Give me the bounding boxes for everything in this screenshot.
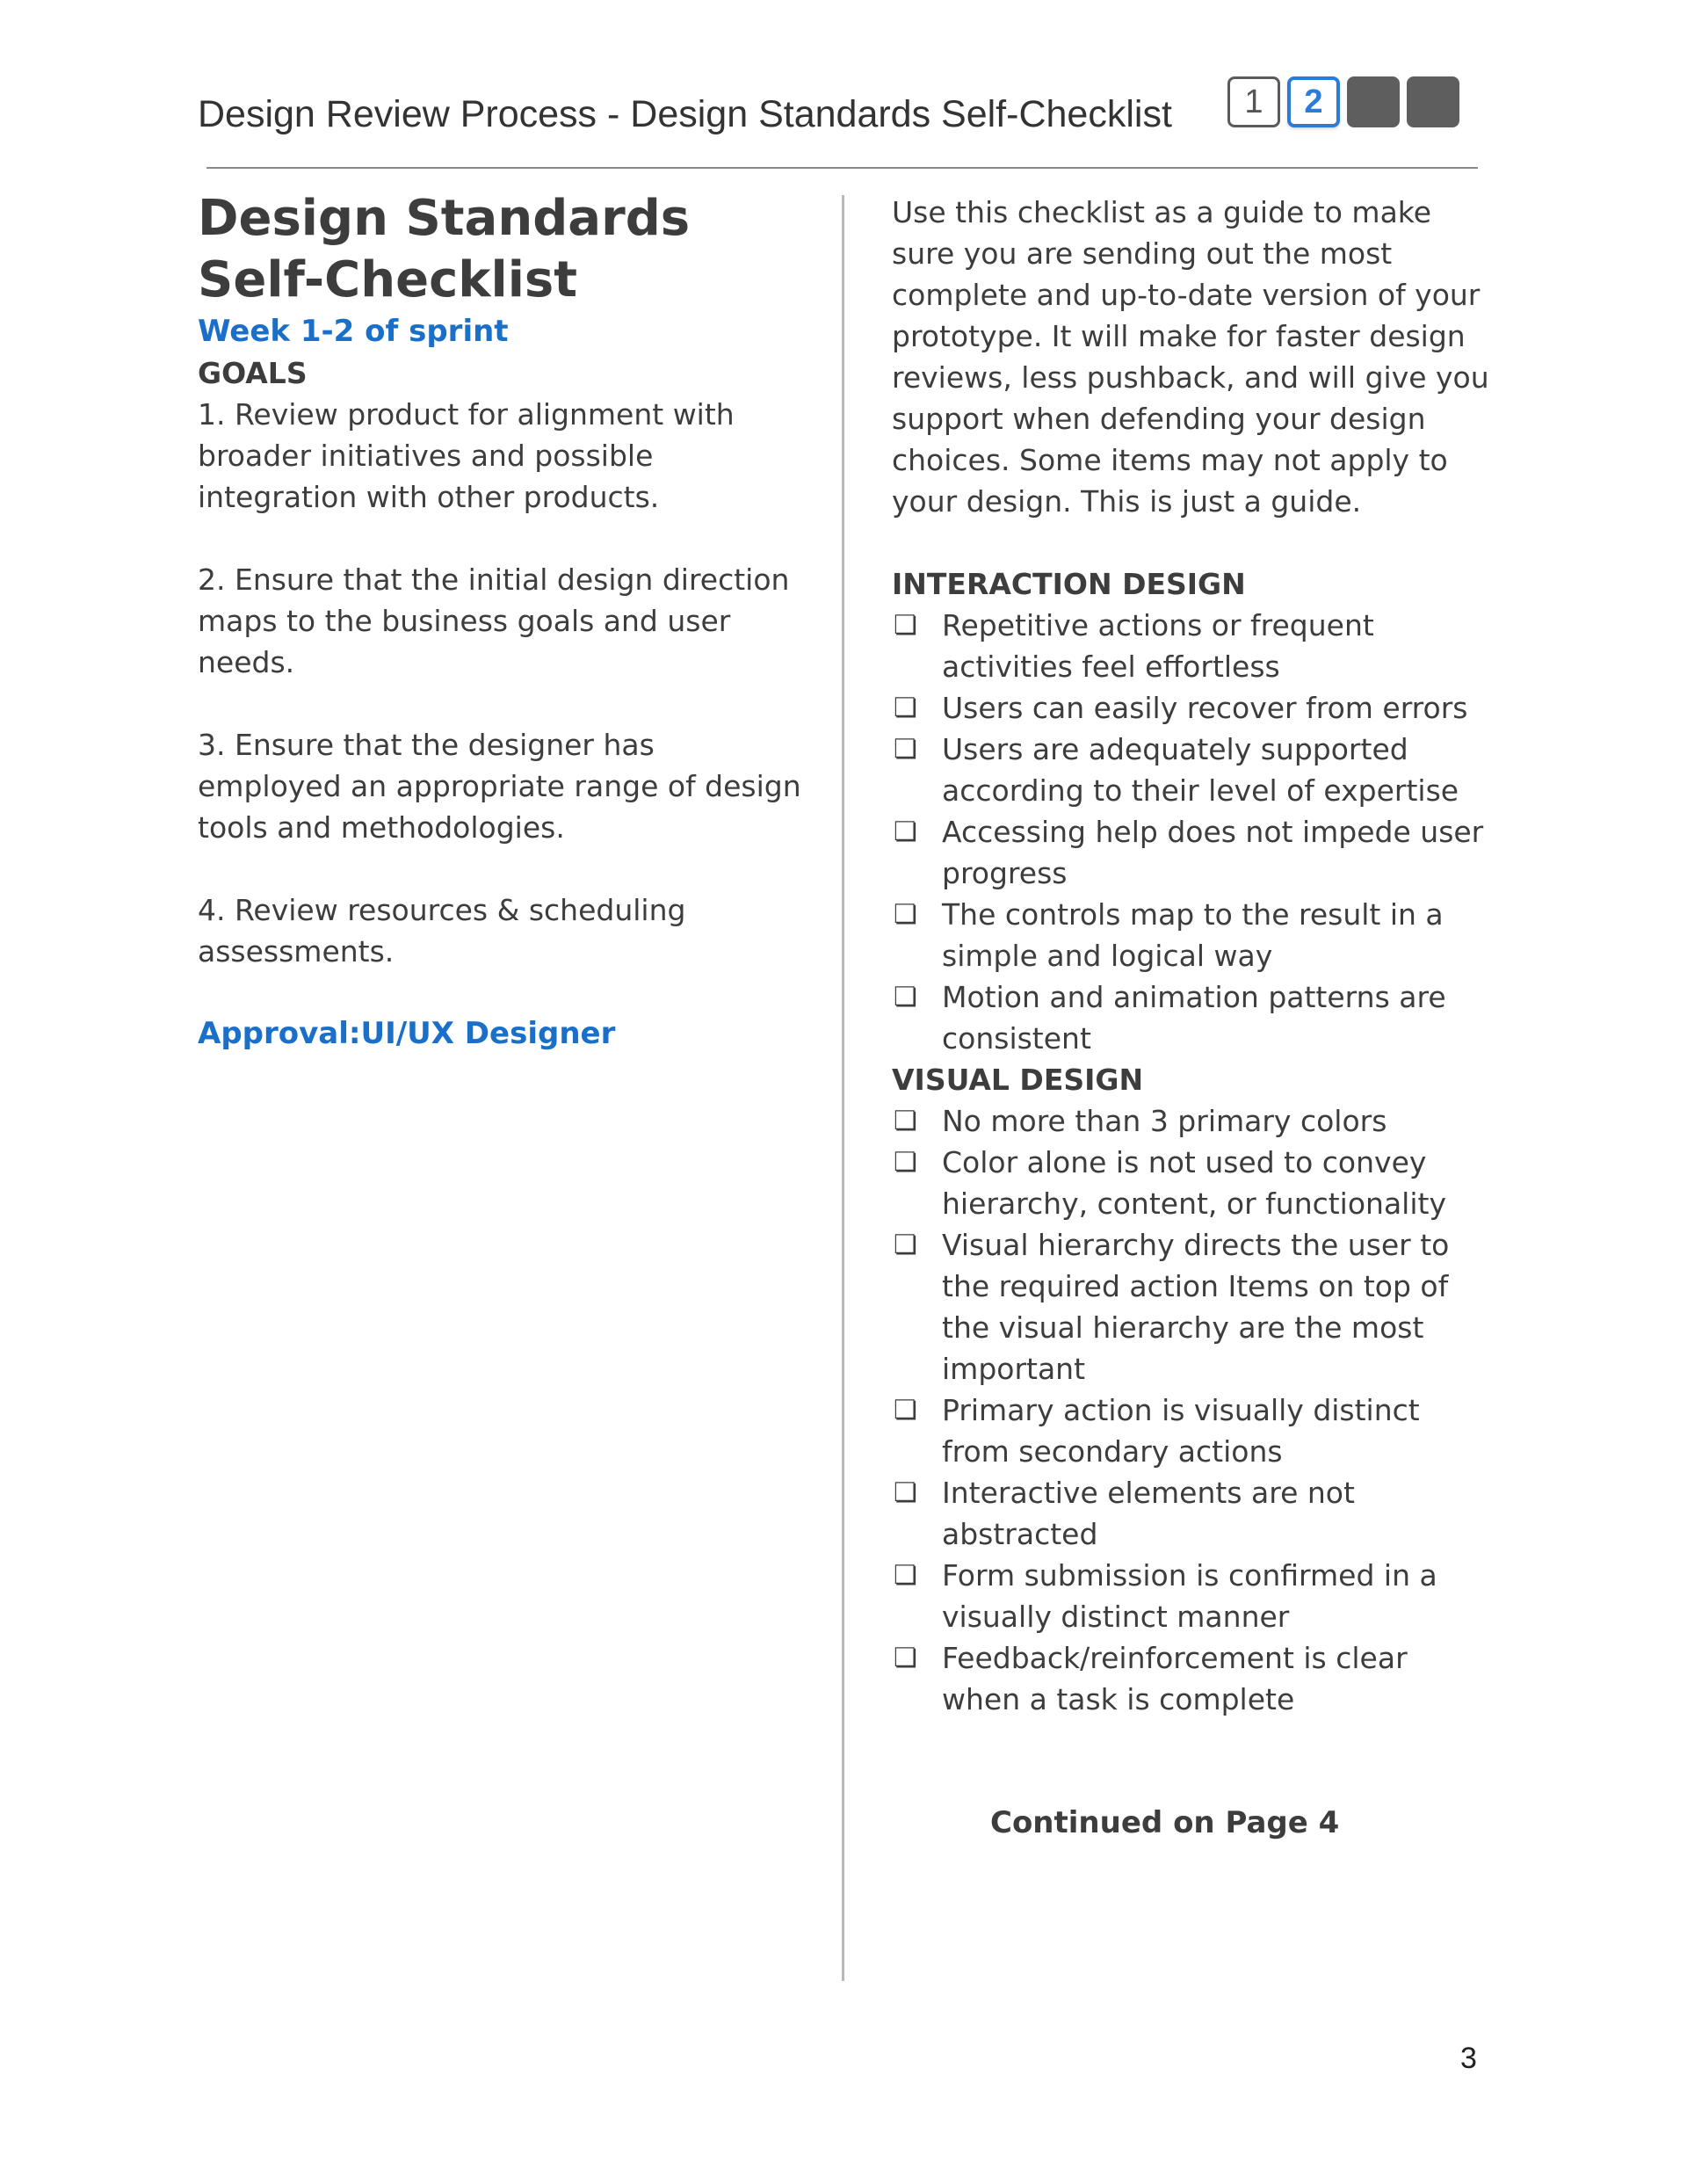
interaction-design-heading: INTERACTION DESIGN: [892, 567, 1246, 601]
checklist-item[interactable]: [892, 1142, 1489, 1224]
header-divider: [206, 167, 1478, 169]
checklist-item-label: No more than 3 primary colors: [942, 1104, 1387, 1138]
goal-item: 2. Ensure that the initial design direction maps to the business goals and user needs.: [198, 562, 790, 679]
checklist-item-label: Users can easily recover from errors: [942, 691, 1468, 725]
continued-note: Continued on Page 4: [990, 1805, 1340, 1840]
checklist-item[interactable]: [892, 1637, 1489, 1720]
step-2-button[interactable]: 2: [1287, 76, 1340, 127]
checklist-item[interactable]: [892, 811, 1489, 894]
checklist-item[interactable]: [892, 1472, 1489, 1555]
checkbox-icon[interactable]: ❏: [894, 982, 917, 1012]
page-title-line-1: Design Standards: [198, 190, 691, 247]
checklist-column: [892, 192, 1489, 1844]
checkbox-icon[interactable]: ❏: [894, 1560, 917, 1591]
checklist-item-label: Feedback/reinforcement is clear when a task is complete: [942, 1641, 1408, 1716]
checklist-item[interactable]: [892, 1555, 1489, 1637]
checkbox-icon[interactable]: ❏: [894, 1643, 917, 1673]
checklist-item-label: The controls map to the result in a simple and logical way: [942, 897, 1444, 973]
checkbox-icon[interactable]: ❏: [894, 1106, 917, 1136]
checkbox-icon[interactable]: ❏: [894, 816, 917, 847]
interaction-design-checklist: [892, 605, 1489, 1059]
goal-item: 3. Ensure that the designer has employed an appropriate range of design tools and methodologies.: [198, 728, 801, 845]
checklist-item-label: Visual hierarchy directs the user to the required action Items on top of the visual hierarchy are the most important: [942, 1228, 1450, 1386]
checklist-item[interactable]: [892, 729, 1489, 811]
step-3-button[interactable]: [1347, 76, 1400, 127]
checklist-item-label: Color alone is not used to convey hierarchy, content, or functionality: [942, 1145, 1446, 1221]
visual-design-heading: VISUAL DESIGN: [892, 1063, 1144, 1097]
approval-label: Approval:UI/UX Designer: [198, 1016, 616, 1051]
step-4-button[interactable]: [1407, 76, 1459, 127]
checklist-item[interactable]: [892, 1224, 1489, 1389]
column-divider: [842, 195, 844, 1981]
goals-column: [198, 188, 804, 1055]
checklist-item-label: Motion and animation patterns are consistent: [942, 980, 1446, 1056]
checkbox-icon[interactable]: ❏: [894, 734, 917, 765]
checkbox-icon[interactable]: ❏: [894, 1395, 917, 1426]
checkbox-icon[interactable]: ❏: [894, 610, 917, 641]
page-title-line-2: Self-Checklist: [198, 251, 578, 308]
checklist-item-label: Form submission is confirmed in a visually distinct manner: [942, 1558, 1437, 1634]
checklist-item-label: Users are adequately supported according to their level of expertise: [942, 732, 1459, 808]
checkbox-icon[interactable]: ❏: [894, 1147, 917, 1178]
checklist-item[interactable]: [892, 1100, 1489, 1142]
checkbox-icon[interactable]: ❏: [894, 693, 917, 723]
checkbox-icon[interactable]: ❏: [894, 1230, 917, 1260]
checklist-item[interactable]: [892, 894, 1489, 976]
checklist-item-label: Repetitive actions or frequent activities feel effortless: [942, 608, 1374, 684]
page-number: 3: [1460, 2042, 1477, 2075]
checklist-item[interactable]: [892, 1389, 1489, 1472]
sprint-label: Week 1-2 of sprint: [198, 314, 509, 349]
page-title: [198, 188, 804, 311]
goal-item: 1. Review product for alignment with broader initiatives and possible integration with other products.: [198, 397, 735, 514]
goals-heading: GOALS: [198, 356, 308, 390]
checklist-item-label: Interactive elements are not abstracted: [942, 1476, 1355, 1551]
checklist-item-label: Primary action is visually distinct from secondary actions: [942, 1393, 1420, 1469]
checklist-item-label: Accessing help does not impede user progress: [942, 815, 1484, 890]
checkbox-icon[interactable]: ❏: [894, 899, 917, 930]
step-1-button[interactable]: 1: [1227, 76, 1280, 127]
checkbox-icon[interactable]: ❏: [894, 1477, 917, 1508]
checklist-item[interactable]: [892, 605, 1489, 687]
checklist-item[interactable]: [892, 976, 1489, 1059]
checklist-item[interactable]: [892, 687, 1489, 729]
header-title: Design Review Process - Design Standards Self-Checklist: [198, 93, 1172, 135]
checklist-intro: Use this checklist as a guide to make sure you are sending out the most complete and up-to-date version of your prototype. It will make for faster design reviews, less pushback, and will give you support when defending your design choices. Some items may not apply to your design. This is just a guide.: [892, 195, 1489, 519]
visual-design-checklist: [892, 1100, 1489, 1720]
goal-item: 4. Review resources & scheduling assessments.: [198, 893, 686, 969]
